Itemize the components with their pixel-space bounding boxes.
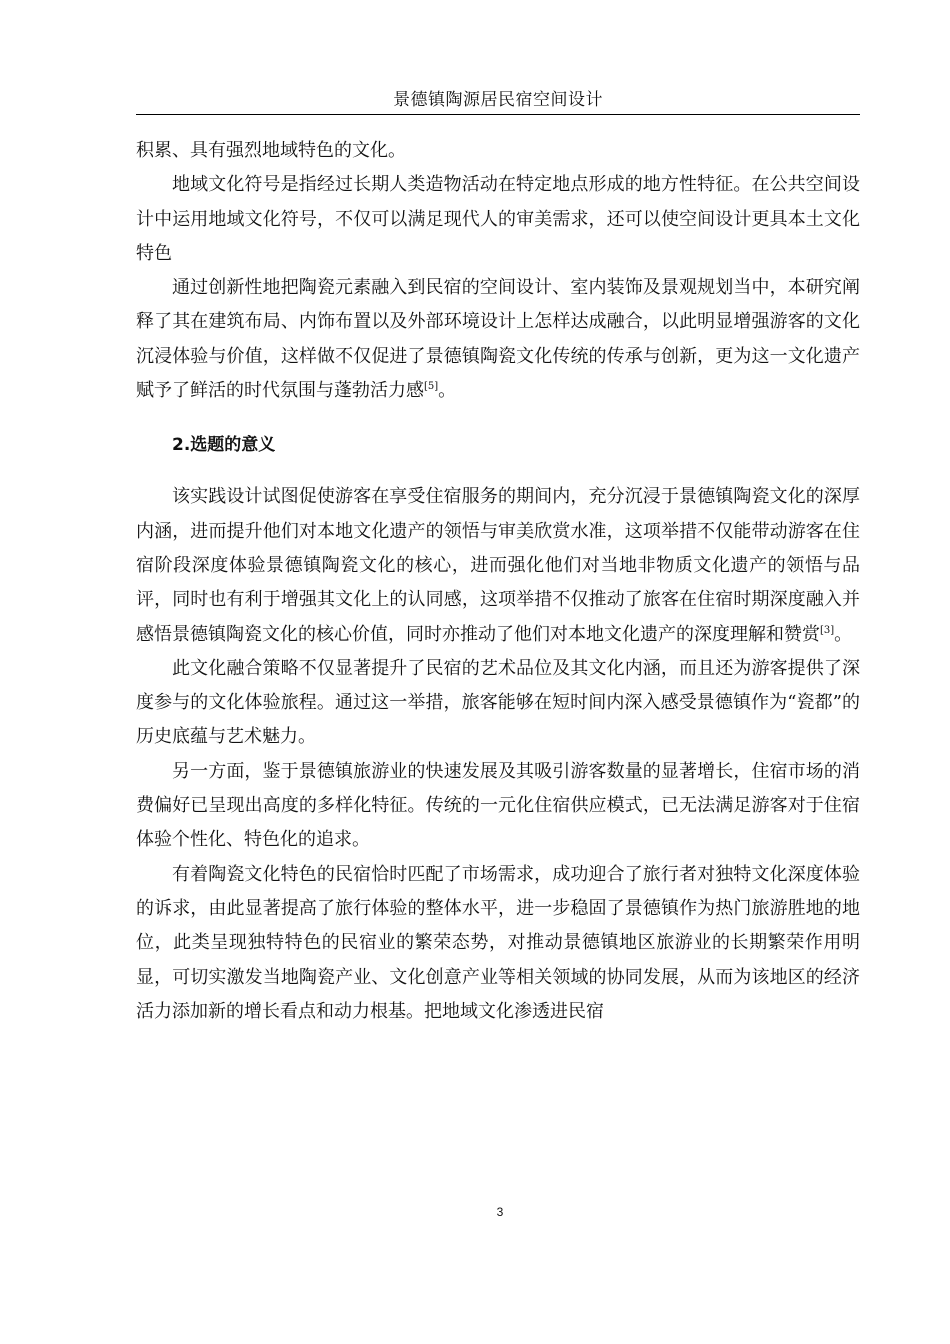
page-number: 3 (496, 1205, 504, 1219)
paragraph (136, 858, 860, 1029)
paragraph (136, 168, 860, 271)
paragraph-text: 地域文化符号是指经过长期人类造物活动在特定地点形成的地方性特征。在公共空间设计中运用地域文化符号，不仅可以满足现代人的审美需求，还可以使空间设计更具本土文化特色 (136, 174, 860, 264)
section-heading: 2.选题的意义 (172, 435, 276, 456)
paragraph (136, 755, 860, 858)
paragraph-text: 该实践设计试图促使游客在享受住宿服务的期间内，充分沉浸于景德镇陶瓷文化的深厚内涵，进而提升他们对本地文化遗产的领悟与审美欣赏水准，这项举措不仅能带动游客在住宿阶段深度体验景德镇陶瓷文化的核心，进而强化他们对当地非物质文化遗产的领悟与品评，同时也有利于增强其文化上的认同感，这项举措不仅推动了旅客在住宿时期深度融入并感悟景德镇陶瓷文化的核心价值，同时亦推动了他们对本地文化遗产的深度理解和赞赏 (136, 486, 860, 645)
paragraph (136, 134, 860, 168)
paragraph-text: 此文化融合策略不仅显著提升了民宿的艺术品位及其文化内涵，而且还为游客提供了深度参与的文化体验旅程。通过这一举措，旅客能够在短时间内深入感受景德镇作为“瓷都”的历史底蕴与艺术魅力。 (136, 657, 860, 748)
body-text (136, 134, 860, 1029)
paragraph-text: 有着陶瓷文化特色的民宿恰时匹配了市场需求，成功迎合了旅行者对独特文化深度体验的诉求，由此显著提高了旅行体验的整体水平，进一步稳固了景德镇作为热门旅游胜地的地位，此类呈现独特特色的民宿业的繁荣态势，对推动景德镇地区旅游业的长期繁荣作用明显，可切实激发当地陶瓷产业、文化创意产业等相关领域的协同发展，从而为该地区的经济活力添加新的增长看点和动力根基。把地域文化渗透进民宿 (136, 863, 860, 1022)
paragraph (136, 652, 860, 755)
paragraph-text: 积累、具有强烈地域特色的文化。 (136, 140, 406, 161)
paragraph (136, 271, 860, 408)
running-header: 景德镇陶源居民宿空间设计 (393, 90, 603, 110)
paragraph (136, 480, 860, 651)
header-rule (136, 114, 860, 115)
citation-marker: [3] (820, 624, 835, 636)
paragraph-text: 通过创新性地把陶瓷元素融入到民宿的空间设计、室内装饰及景观规划当中，本研究阐释了其在建筑布局、内饰布置以及外部环境设计上怎样达成融合，以此明显增强游客的文化沉浸体验与价值，这样做不仅促进了景德镇陶瓷文化传统的传承与创新，更为这一文化遗产赋予了鲜活的时代氛围与蓬勃活力感 (136, 277, 860, 402)
citation-marker: [5] (424, 381, 439, 393)
paragraph-text: 另一方面，鉴于景德镇旅游业的快速发展及其吸引游客数量的显著增长，住宿市场的消费偏好已呈现出高度的多样化特征。传统的一元化住宿供应模式，已无法满足游客对于住宿体验个性化、特色化的追求。 (136, 760, 860, 851)
paragraph-text-end: 。 (834, 623, 853, 645)
paragraph-text-end: 。 (438, 380, 457, 402)
